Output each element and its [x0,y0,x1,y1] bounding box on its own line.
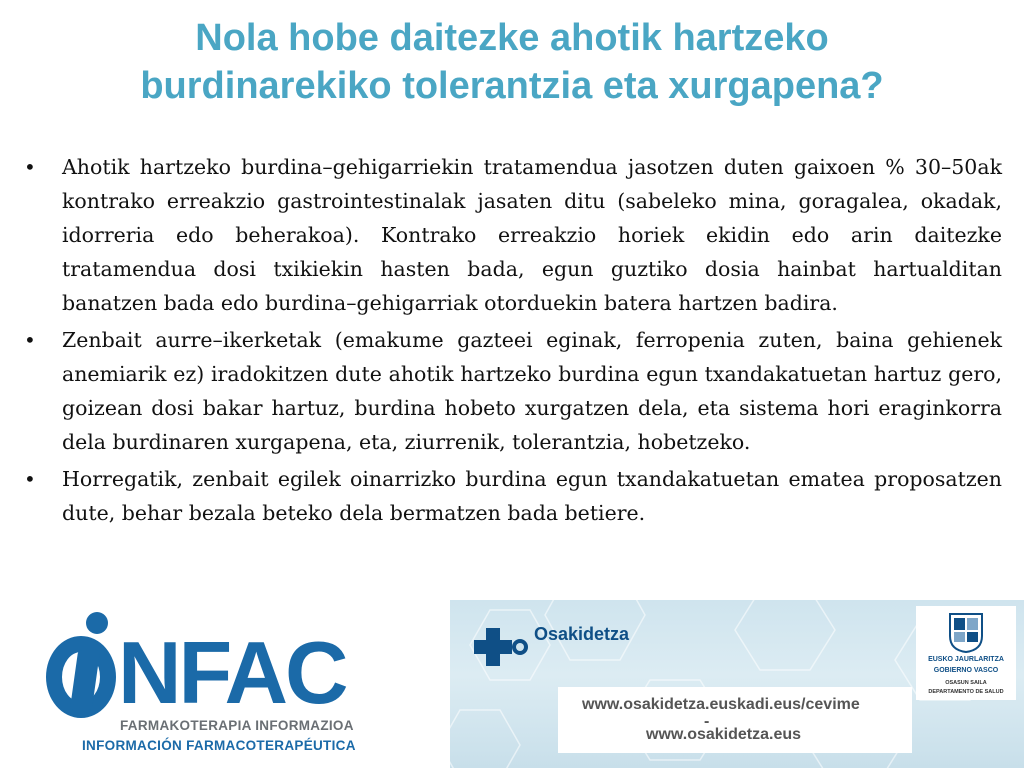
osakidetza-logo-icon [468,620,538,680]
infac-logo-text: NFAC [118,623,346,722]
infac-i-dot [86,612,108,634]
infac-subtitle-eu: FARMAKOTERAPIA INFORMAZIOA [120,718,354,733]
bullet-dot: • [24,467,36,491]
bullet-list [22,150,1002,533]
title-line-1: Nola hobe daitezke ahotik hartzeko [195,17,829,59]
bullet-text: Zenbait aurre–ikerketak (emakume gazteei eginak, ferropenia zuten, baina gehienek anemiarik ez) iradokitzen dute ahotik hartzeko burdina egun txandakatuetan hartuz gero, goizean dosi bakar hartuz, burdina hobeto xurgatzen dela, eta sistema hori eraginkorra dela burdinaren xurgapena, eta, ziurrenik, tolerantzia, hobetzeko. [62,328,1002,454]
bullet-dot: • [24,155,36,179]
bullet-item [22,323,1002,459]
gv-line-4: DEPARTAMENTO DE SALUD [928,689,1004,695]
gobierno-vasco-crest-icon [946,610,986,654]
title-line-2: burdinarekiko tolerantzia eta xurgapena? [140,65,884,107]
bullet-item [22,462,1002,530]
infac-subtitle-es: INFORMACIÓN FARMACOTERAPÉUTICA [82,738,356,753]
bullet-text: Horregatik, zenbait egilek oinarrizko burdina egun txandakatuetan ematea proposatzen dute, behar bezala beteko dela bermatzen bada betiere. [62,467,1002,525]
gv-line-1: EUSKO JAURLARITZA [928,656,1004,663]
gv-line-2: GOBIERNO VASCO [933,667,999,674]
bullet-dot: • [24,328,36,352]
url-separator: - [704,713,710,730]
bullet-text: Ahotik hartzeko burdina–gehigarriekin tratamendua jasotzen duten gaixoen % 30–50ak kontrako erreakzio gastrointestinalak jasaten ditu (sabeleko mina, goragalea, okadak, idorreria edo beherakoa). Kontrako erreakzio horiek ekidin edo arin daitezke tratamendua dosi txikiekin hasten bada, egun guztiko dosia hainbat hartualditan banatzen bada edo burdina–gehigarriak otorduekin batera hartzen badira. [62,155,1002,315]
gv-line-3: OSASUN SAILA [945,680,987,686]
bullet-item [22,150,1002,320]
url-cevime-link[interactable]: www.osakidetza.euskadi.eus/cevime [582,696,860,713]
slide-title [10,14,1014,110]
osakidetza-name: Osakidetza [534,624,630,644]
url-osakidetza-link[interactable]: www.osakidetza.eus [646,726,802,743]
